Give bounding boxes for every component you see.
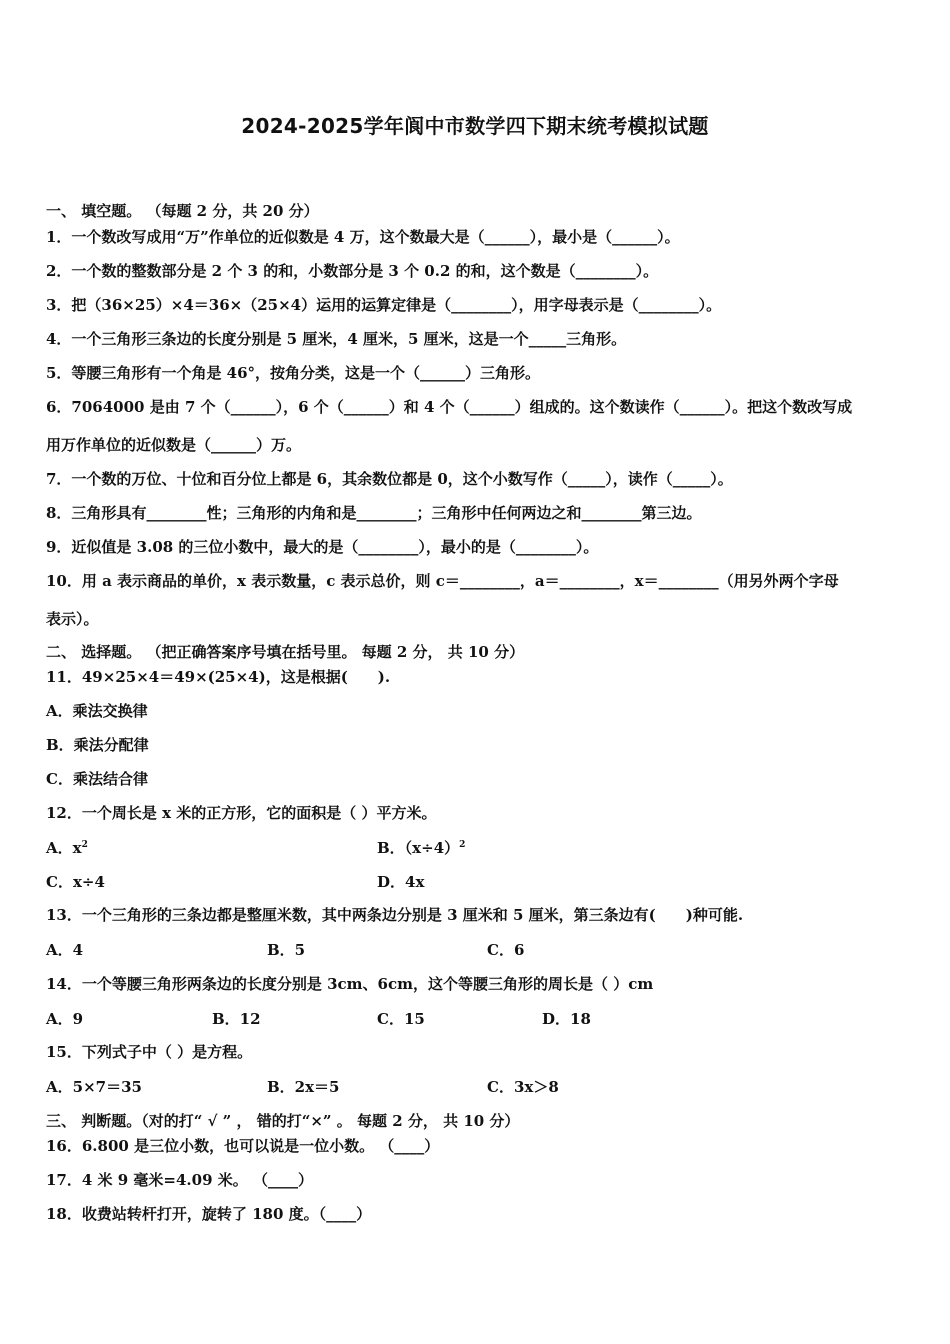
question-9: 9．近似值是 3.08 的三位小数中，最大的是（________），最小的是（________）。 [46, 538, 599, 556]
page-title: 2024-2025学年阆中市数学四下期末统考模拟试题 [241, 114, 709, 138]
question-1: 1．一个数改写成用“万”作单位的近似数是 4 万，这个数最大是（______），最小是（______）。 [46, 228, 680, 246]
question-13-option-b: B．5 [267, 941, 306, 959]
question-15-option-c: C．3x＞8 [487, 1078, 559, 1096]
question-13-option-a: A．4 [46, 941, 84, 959]
question-12: 12．一个周长是 x 米的正方形，它的面积是（ ）平方米。 [46, 804, 437, 822]
question-12-option-d: D．4x [377, 873, 425, 891]
question-12-option-b [377, 839, 465, 857]
question-14-option-d: D．18 [542, 1010, 591, 1028]
question-5: 5．等腰三角形有一个角是 46°，按角分类，这是一个（______）三角形。 [46, 364, 541, 382]
question-10-line-2: 表示）。 [46, 610, 99, 628]
question-14-option-a: A．9 [46, 1010, 84, 1028]
option-b-text: B．（x÷4） [377, 839, 460, 857]
section-heading-judge: 三、 判断题。（对的打“ √ ” ， 错的打“×” 。 每题 2 分， 共 10 分） [46, 1112, 520, 1130]
question-13: 13．一个三角形的三条边都是整厘米数，其中两条边分别是 3 厘米和 5 厘米，第三条边有( )种可能. [46, 906, 744, 924]
question-15-option-b: B．2x＝5 [267, 1078, 340, 1096]
question-14-option-b: B．12 [212, 1010, 261, 1028]
question-4: 4．一个三角形三条边的长度分别是 5 厘米，4 厘米，5 厘米，这是一个_____三角形。 [46, 330, 627, 348]
question-11-option-a: A．乘法交换律 [46, 702, 148, 720]
question-15: 15．下列式子中（ ）是方程。 [46, 1043, 253, 1061]
question-8: 8．三角形具有________性；三角形的内角和是________；三角形中任何两边之和________第三边。 [46, 504, 702, 522]
question-17: 17．4 米 9 毫米=4.09 米。 （____） [46, 1171, 313, 1189]
question-12-option-a [46, 839, 88, 857]
question-16: 16．6.800 是三位小数，也可以说是一位小数。 （____） [46, 1137, 440, 1155]
superscript: 2 [459, 840, 466, 850]
question-6-line-2: 用万作单位的近似数是（______）万。 [46, 436, 302, 454]
question-6-line-1: 6．7064000 是由 7 个（______），6 个（______）和 4 个（______）组成的。这个数读作（______）。把这个数改写成 [46, 398, 853, 416]
question-11: 11．49×25×4＝49×(25×4)，这是根据( ). [46, 668, 391, 686]
section-heading-choice: 二、 选择题。 （把正确答案序号填在括号里。 每题 2 分， 共 10 分） [46, 643, 525, 661]
question-13-option-c: C．6 [487, 941, 525, 959]
question-15-option-a: A．5×7＝35 [46, 1078, 142, 1096]
question-3: 3．把（36×25）×4＝36×（25×4）运用的运算定律是（________），用字母表示是（________）。 [46, 296, 722, 314]
question-2: 2．一个数的整数部分是 2 个 3 的和，小数部分是 3 个 0.2 的和，这个数是（________）。 [46, 262, 659, 280]
question-18: 18．收费站转杆打开，旋转了 180 度。（____） [46, 1205, 372, 1223]
superscript: 2 [81, 840, 88, 850]
option-a-text: A．x [46, 839, 82, 857]
question-7: 7．一个数的万位、十位和百分位上都是 6，其余数位都是 0，这个小数写作（_____），读作（_____）。 [46, 470, 733, 488]
section-heading-fill-blank: 一、 填空题。 （每题 2 分，共 20 分） [46, 202, 319, 220]
question-11-option-b: B．乘法分配律 [46, 736, 149, 754]
question-12-option-c: C．x÷4 [46, 873, 105, 891]
question-14: 14．一个等腰三角形两条边的长度分别是 3cm、6cm，这个等腰三角形的周长是（ ）cm [46, 975, 654, 993]
question-11-option-c: C．乘法结合律 [46, 770, 148, 788]
question-14-option-c: C．15 [377, 1010, 425, 1028]
question-10-line-1: 10．用 a 表示商品的单价，x 表示数量，c 表示总价，则 c＝________，a＝________，x＝________（用另外两个字母 [46, 572, 839, 590]
